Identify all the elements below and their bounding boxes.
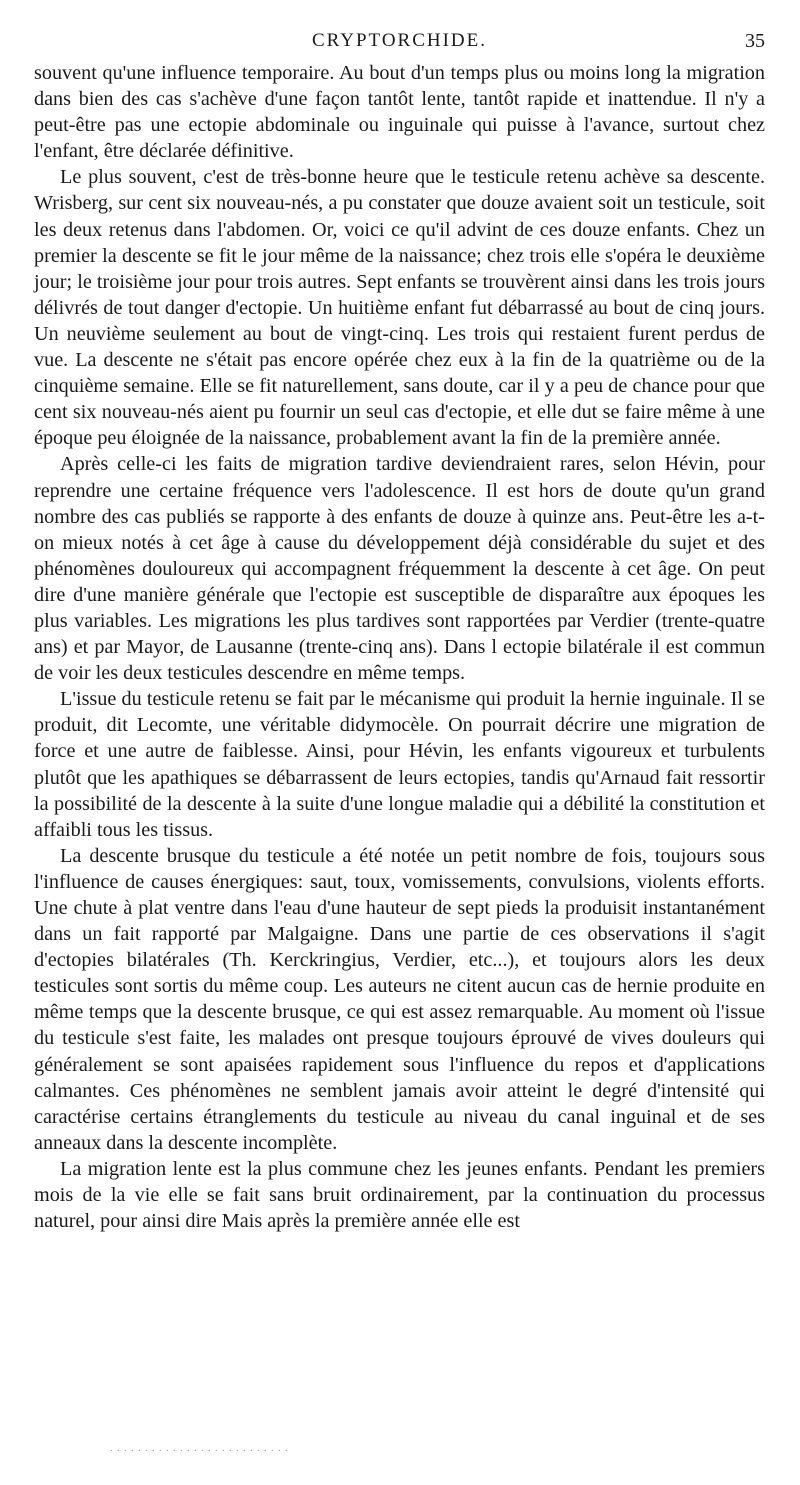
paragraph-wrisberg: Le plus souvent, c'est de très-bonne heure que le testicule retenu achève sa descente. Wrisberg, sur cent six nouveau-nés, a pu constater que douze avaient soit un testicule, soit les deux retenus dans l'abdomen. Or, voici ce qu'il advint de ces douze enfants. Chez un premier la descente se fit le jour même de la naissance; chez trois elle s'opéra le deuxième jour; le troisième jour pour trois autres. Sept enfants se trouvèrent ainsi dans les trois jours délivrés de tout danger d'ectopie. Un huitième enfant fut débarrassé au bout de cinq jours. Un neuvième seulement au bout de vingt-cinq. Les trois qui restaient furent perdus de vue. La descente ne s'était pas encore opérée chez eux à la fin de la quatrième ou de la cinquième semaine. Elle se fit naturellement, sans doute, car il y a peu de chance pour que cent six nouveau-nés aient pu fournir un seul cas d'ectopie, et elle dut se faire même à une époque peu éloignée de la naissance, probablement avant la fin de la première année.: [34, 166, 765, 450]
body-text: [34, 60, 765, 1234]
paragraph-descente-brusque: La descente brusque du testicule a été notée un petit nombre de fois, toujours sous l'influence de causes énergiques: saut, toux, vomissements, convulsions, violents efforts. Une chute à plat ventre dans l'eau d'une hauteur de sept pieds la produisit instantanément dans un fait rapporté par Malgaigne. Dans une partie de ces observations il s'agit d'ectopies bilatérales (Th. Kerckringius, Verdier, etc...), et toujours alors les deux testicules sont sortis du même coup. Les auteurs ne citent aucun cas de hernie produite en même temps que la descente brusque, ce qui est assez remarquable. Au moment où l'issue du testicule s'est faite, les malades ont presque toujours éprouvé de vives douleurs qui généralement se sont apaisées rapidement sous l'influence du repos et d'applications calmantes. Ces phénomènes ne semblent jamais avoir atteint le degré d'intensité qui caractérise certains étranglements du testicule au niveau du canal inguinal et de ses anneaux dans la descente incomplète.: [34, 844, 765, 1154]
footer-marks: . . . . . . . . . . . . . . . . . . . . . . . . . .: [110, 1443, 289, 1451]
paragraph-tardive-migration: Après celle-ci les faits de migration tardive deviendraient rares, selon Hévin, pour reprendre une certaine fréquence vers l'adolescence. Il est hors de doute qu'un grand nombre des cas publiés se rapporte à des enfants de douze à quinze ans. Peut-être les a-t-on mieux notés à cet âge à cause du développement déjà considérable du sujet et des phénomènes douloureux qui accompagnent fréquemment la descente à cet âge. On peut dire d'une manière générale que l'ectopie est susceptible de disparaître aux époques les plus variables. Les migrations les plus tardives sont rapportées par Verdier (trente-quatre ans) et par Mayor, de Lausanne (trente-cinq ans). Dans l ectopie bilatérale il est commun de voir les deux testicules descendre en même temps.: [34, 453, 765, 685]
running-title: CRYPTORCHIDE.: [311, 30, 488, 51]
page-number: 35: [745, 30, 765, 52]
running-head: [34, 30, 765, 58]
paragraph-continuation: souvent qu'une influence temporaire. Au bout d'un temps plus ou moins long la migration dans bien des cas s'achève d'une façon tantôt lente, tantôt rapide et inattendue. Il n'y a peut-être pas une ectopie abdominale ou inguinale qui puisse à l'avance, surtout chez l'enfant, être déclarée définitive.: [34, 62, 765, 163]
book-page: [34, 30, 765, 1234]
paragraph-migration-lente: La migration lente est la plus commune chez les jeunes enfants. Pendant les premiers mois de la vie elle se fait sans bruit ordinairement, par la continuation du processus naturel, pour ainsi dire Mais après la première année elle est: [34, 1157, 765, 1233]
paragraph-issue-mechanism: L'issue du testicule retenu se fait par le mécanisme qui produit la hernie inguinale. Il se produit, dit Lecomte, une véritable didymocèle. On pourrait décrire une migration de force et une autre de faiblesse. Ainsi, pour Hévin, les enfants vigoureux et turbulents plutôt que les apathiques se débarrassent de leurs ectopies, tandis qu'Arnaud fait ressortir la possibilité de la descente à la suite d'une longue maladie qui a débilité la constitution et affaibli tous les tissus.: [34, 688, 765, 841]
